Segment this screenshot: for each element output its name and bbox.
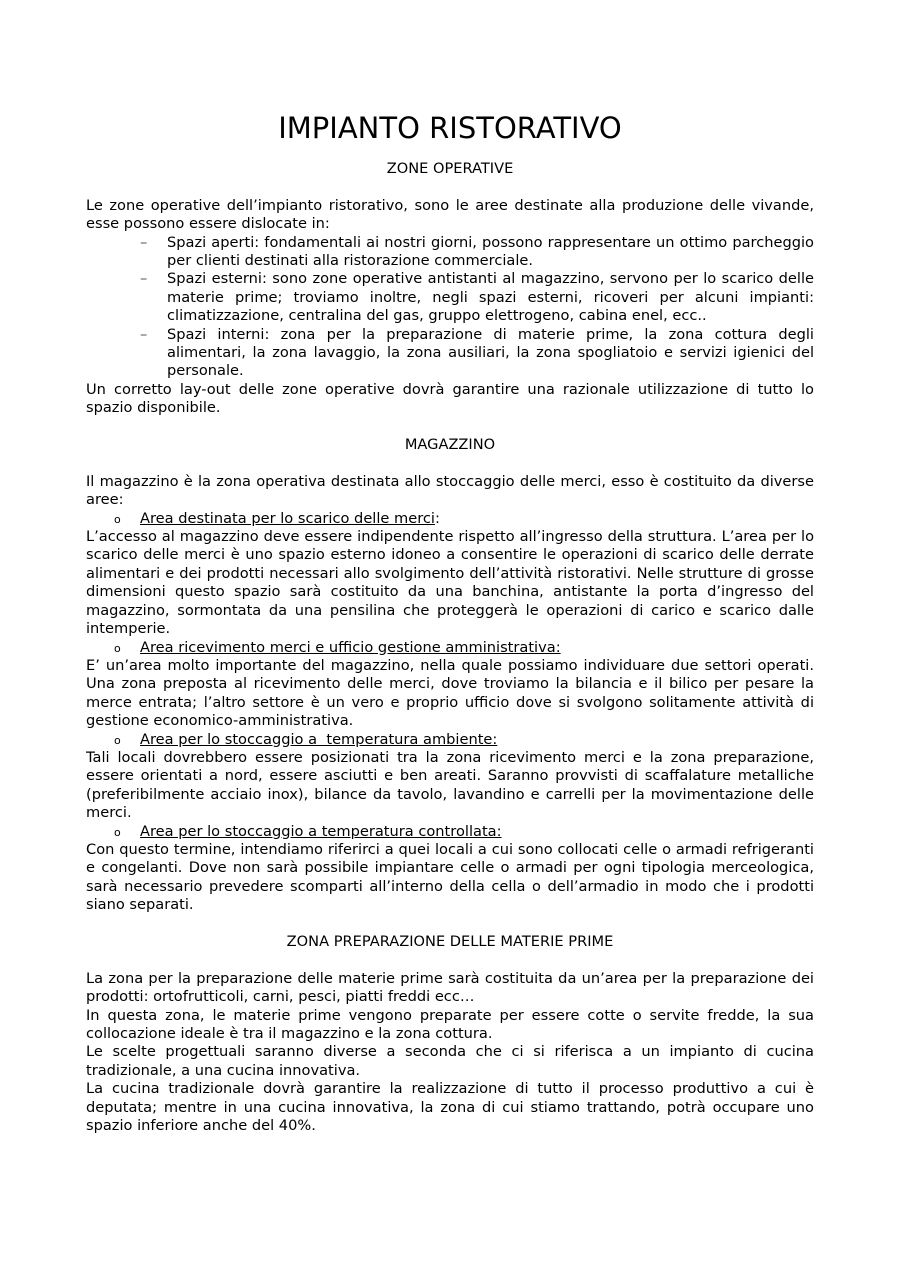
dash-bullet-icon: – bbox=[140, 233, 148, 251]
magazzino-intro: Il magazzino è la zona operativa destinata allo stoccaggio delle merci, esso è costituito da diverse aree: bbox=[86, 472, 814, 509]
circle-bullet-icon: o bbox=[114, 825, 121, 839]
list-item bbox=[140, 270, 814, 325]
paragraph: La zona per la preparazione delle materie prime sarà costituita da un’area per la preparazione dei prodotti: ortofrutticoli, carni, pesci, piatti freddi ecc… bbox=[86, 969, 814, 1006]
area-heading bbox=[86, 823, 814, 841]
zone-operative-list bbox=[86, 234, 814, 381]
section-heading-magazzino: MAGAZZINO bbox=[404, 436, 496, 454]
area-text: Con questo termine, intendiamo riferirci a quei locali a cui sono collocati celle o armadi refrigeranti e congelanti. Dove non sarà possibile impiantare celle o armadi per ogni tipologia merceologica, sarà necessario prevedere scomparti all’interno della cella o dell’armadio in modo che i prodotti siano separati. bbox=[86, 840, 814, 914]
area-label: Area per lo stoccaggio a temperatura ambiente: bbox=[140, 730, 498, 748]
spacer bbox=[86, 178, 814, 196]
spacer bbox=[86, 951, 814, 969]
dash-bullet-icon: – bbox=[140, 270, 148, 288]
zone-operative-intro: Le zone operative dell’impianto ristorativo, sono le aree destinate alla produzione delle vivande, esse possono essere dislocate in: bbox=[86, 196, 814, 233]
area-label: Area destinata per lo scarico delle merci bbox=[140, 509, 435, 527]
area-label: Area ricevimento merci e ufficio gestione amministrativa: bbox=[140, 638, 561, 656]
area-text: E’ un’area molto importante del magazzino, nella quale possiamo individuare due settori operati. Una zona preposta al ricevimento delle merci, dove troviamo la bilancia e il bilico per pesare la merce entrata; l’altro settore è un vero e proprio ufficio dove si svolgono solitamente attività di gestione economico-amministrativa. bbox=[86, 656, 814, 730]
list-item bbox=[140, 325, 814, 381]
area-heading bbox=[86, 510, 814, 528]
list-item-text: Spazi esterni: sono zone operative antistanti al magazzino, servono per lo scarico delle materie prime; troviamo inoltre, negli spazi esterni, ricoveri per alcuni impianti: climatizzazione, centralina del gas, gruppo elettrogeno, cabina enel, ecc.. bbox=[167, 270, 814, 325]
list-item bbox=[140, 233, 814, 271]
paragraph: Le scelte progettuali saranno diverse a seconda che ci si riferisca a un impianto di cucina tradizionale, a una cucina innovativa. bbox=[86, 1043, 814, 1079]
paragraph: La cucina tradizionale dovrà garantire la realizzazione di tutto il processo produttivo a cui è deputata; mentre in una cucina innovativa, la zona di cui stiamo trattando, potrà occupare uno spazio inferiore anche del 40%. bbox=[86, 1080, 814, 1135]
list-item-text: Spazi interni: zona per la preparazione di materie prime, la zona cottura degli alimentari, la zona lavaggio, la zona ausiliari, la zona spogliatoio e servizi igienici del personale. bbox=[167, 325, 814, 380]
circle-bullet-icon: o bbox=[114, 733, 121, 747]
spacer bbox=[86, 915, 814, 933]
spacer bbox=[86, 418, 814, 436]
dash-bullet-icon: – bbox=[140, 325, 148, 343]
area-heading bbox=[86, 639, 814, 657]
list-item-text: Spazi aperti: fondamentali ai nostri giorni, possono rappresentare un ottimo parcheggio per clienti destinati alla ristorazione commerciale. bbox=[167, 233, 814, 270]
area-heading bbox=[86, 731, 814, 749]
area-text: L’accesso al magazzino deve essere indipendente rispetto all’ingresso della struttura. L’area per lo scarico delle merci è uno spazio esterno idoneo a consentire le operazioni di scarico delle derrate alimentari e dei prodotti necessari allo svolgimento dell’attività ristorativi. Nelle strutture di grosse dimensioni questo spazio sarà costituito da una banchina, antistante la porta d’ingresso del magazzino, sormontata da una pensilina che proteggerà le operazioni di carico e scarico dalle intemperie. bbox=[86, 528, 814, 638]
paragraph: In questa zona, le materie prime vengono preparate per essere cotte o servite fredde, la sua collocazione ideale è tra il magazzino e la zona cottura. bbox=[86, 1006, 814, 1043]
zone-operative-closing: Un corretto lay-out delle zone operative dovrà garantire una razionale utilizzazione di tutto lo spazio disponibile. bbox=[86, 380, 814, 417]
section-heading-zona-preparazione: ZONA PREPARAZIONE DELLE MATERIE PRIME bbox=[286, 933, 614, 950]
area-label: Area per lo stoccaggio a temperatura controllata: bbox=[140, 822, 502, 840]
area-label-suffix: : bbox=[434, 509, 440, 527]
circle-bullet-icon: o bbox=[114, 641, 121, 655]
spacer bbox=[86, 454, 814, 472]
circle-bullet-icon: o bbox=[114, 512, 121, 526]
document-page bbox=[86, 110, 814, 1135]
area-text: Tali locali dovrebbero essere posizionati tra la zona ricevimento merci e la zona preparazione, essere orientati a nord, essere asciutti e ben areati. Saranno provvisti di scaffalature metalliche (preferibilmente acciaio inox), bilance da tavolo, lavandino e carrelli per la movimentazione delle merci. bbox=[86, 748, 814, 822]
document-title: IMPIANTO RISTORATIVO bbox=[278, 111, 622, 145]
section-heading-zone-operative: ZONE OPERATIVE bbox=[386, 160, 514, 177]
